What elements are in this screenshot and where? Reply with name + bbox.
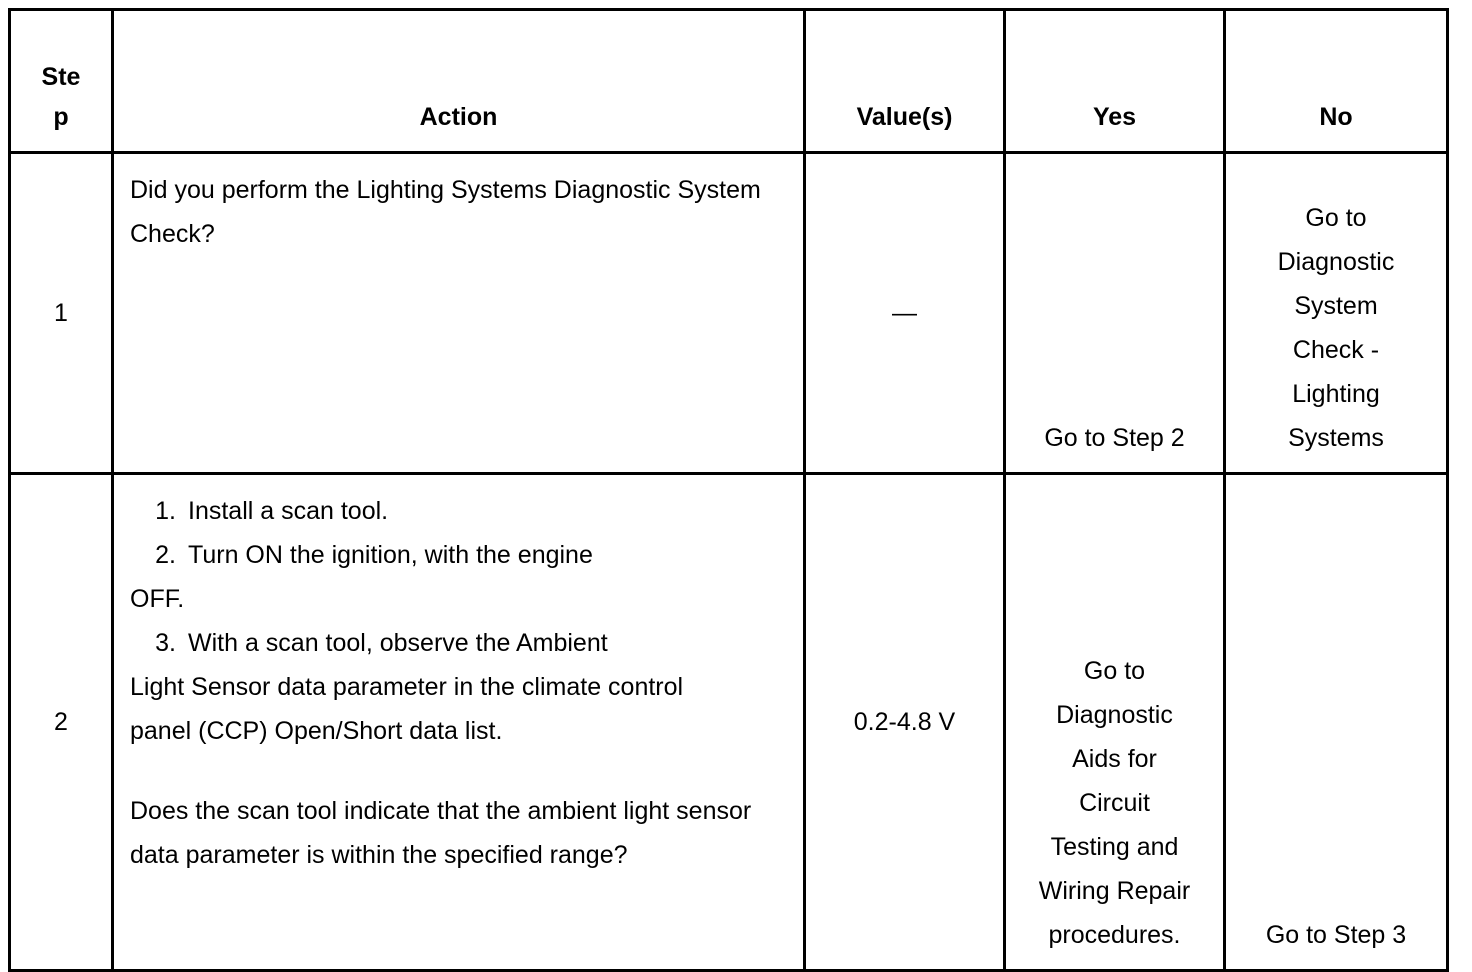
no-line: Check - — [1292, 336, 1380, 364]
no-line: Systems — [1288, 424, 1384, 452]
yes-line: Circuit — [1079, 789, 1150, 817]
header-values: Value(s) — [805, 10, 1005, 153]
header-step: Step — [10, 10, 113, 153]
diagnostic-table — [8, 8, 1449, 972]
header-action: Action — [113, 10, 805, 153]
action-list-item: 3. With a scan tool, observe the Ambient — [155, 629, 608, 657]
header-yes: Yes — [1005, 10, 1225, 153]
action-cell — [113, 153, 805, 474]
header-row — [10, 10, 1448, 153]
yes-line: Aids for — [1072, 745, 1157, 773]
no-line: Go to — [1305, 204, 1367, 232]
value-cell: — — [805, 153, 1005, 474]
action-list-item: 1. Install a scan tool. — [155, 497, 389, 525]
action-question: Does the scan tool indicate that the ambient light sensor data parameter is within the specified range? — [130, 797, 752, 869]
step-number: 1 — [10, 153, 113, 474]
table-row — [10, 474, 1448, 971]
action-list-item: 2. Turn ON the ignition, with the engine — [155, 541, 593, 569]
table-row — [10, 153, 1448, 474]
yes-cell — [1005, 474, 1225, 971]
yes-line: Diagnostic — [1056, 701, 1173, 729]
action-cell — [113, 474, 805, 971]
yes-line: procedures. — [1048, 921, 1181, 949]
no-line: Lighting — [1292, 380, 1380, 408]
yes-cell: Go to Step 2 — [1005, 153, 1225, 474]
action-text: Did you perform the Lighting Systems Diagnostic System Check? — [130, 176, 761, 248]
action-list-item-continuation: Light Sensor data parameter in the climate control panel (CCP) Open/Short data list. — [130, 673, 684, 745]
yes-line: Testing and — [1050, 833, 1179, 861]
no-cell: Go to Step 3 — [1225, 474, 1448, 971]
header-no: No — [1225, 10, 1448, 153]
no-cell — [1225, 153, 1448, 474]
yes-line: Go to — [1083, 657, 1146, 685]
step-number: 2 — [10, 474, 113, 971]
no-line: Diagnostic — [1277, 248, 1395, 276]
yes-line: Wiring Repair — [1038, 877, 1191, 905]
action-list-item-continuation: OFF. — [130, 585, 185, 613]
no-line: System — [1294, 292, 1378, 320]
value-cell: 0.2-4.8 V — [805, 474, 1005, 971]
